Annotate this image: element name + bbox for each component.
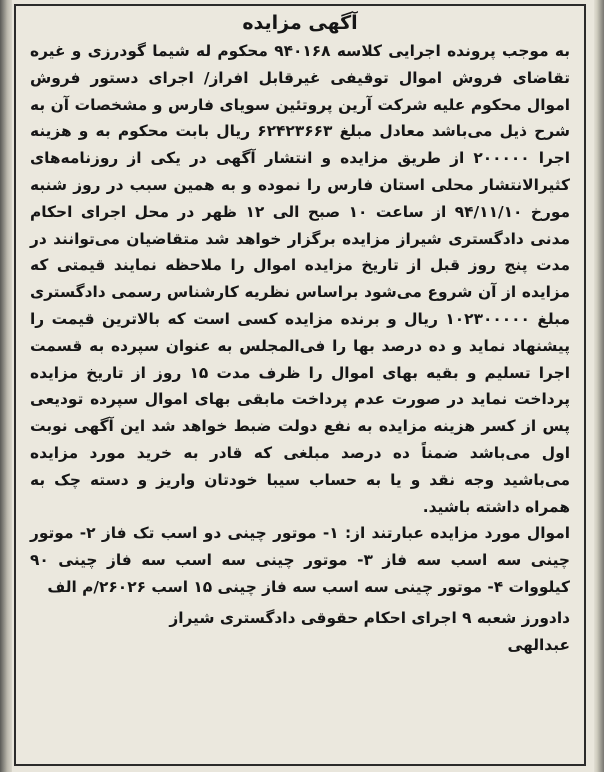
- scan-edge-right: [594, 0, 604, 772]
- signature-block: [30, 605, 570, 659]
- signature-title: دادورز شعبه ۹ اجرای احکام حقوقی دادگستری شیراز: [169, 608, 570, 627]
- auction-notice: [14, 4, 586, 766]
- notice-paragraph-main: به موجب پرونده اجرایی کلاسه ۹۴۰۱۶۸ محکوم له شیما گودرزی و غیره تقاضای فروش اموال توقیفی غیرقابل افراز/ اجرای دستور فروش اموال محکوم علیه شرکت آرین پروتئین سویای فارس و مشخصات آن به شرح ذیل می‌باشد معادل مبلغ ۶۲۴۲۳۶۶۳ ریال بابت محکوم به و هزینه اجرا ۲۰۰۰۰۰ از طریق مزایده و انتشار آگهی در یکی از روزنامه‌های کثیرالانتشار محلی استان فارس را نموده و به همین سبب در روز شنبه مورخ ۹۴/۱۱/۱۰ از ساعت ۱۰ صبح الی ۱۲ ظهر در محل اجرای احکام مدنی دادگستری شیراز مزایده برگزار خواهد شد متقاضیان می‌توانند در مدت پنج روز قبل از تاریخ مزایده اموال را ملاحظه نمایند قیمتی که مزایده از آن شروع می‌شود براساس نظریه کارشناس رسمی دادگستری مبلغ ۱۰۲۳۰۰۰۰۰ ریال و برنده مزایده کسی است که بالاترین قیمت را پیشنهاد نماید و ده درصد بها را فی‌المجلس به عنوان سپرده به قسمت اجرا تسلیم و بقیه بهای اموال را ظرف مدت ۱۵ روز از تاریخ مزایده پرداخت نماید در صورت عدم پرداخت مابقی بهای اموال سپرده تودیعی پس از کسر هزینه مزایده به نفع دولت ضبط خواهد شد این آگهی نوبت اول می‌باشد ضمناً ده درصد مبلغی که قادر به خرید مورد مزایده می‌باشید وجه نقد و یا به حساب سیبا خودتان واریز و دسته چک به همراه داشته باشید.: [30, 42, 571, 516]
- notice-title: آگهی مزایده: [242, 12, 358, 34]
- scan-edge-left: [0, 0, 12, 772]
- notice-paragraph-items: اموال مورد مزایده عبارتند از: ۱- موتور چینی دو اسب تک فاز ۲- موتور چینی سه اسب سه فاز ۳- موتور چینی سه اسب سه فاز چینی ۹۰ کیلووات ۴- موتور چینی سه اسب سه فاز چینی ۱۵ اسب ۲۶۰۲۶/م الف: [30, 524, 571, 596]
- signature-name: عبدالهی: [507, 635, 570, 654]
